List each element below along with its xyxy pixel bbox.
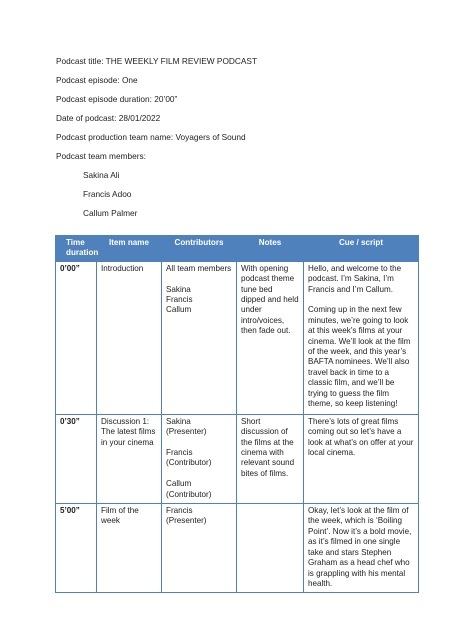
time-cell: 0’00” bbox=[56, 261, 97, 414]
contributors-cell: All team members Sakina Francis Callum bbox=[162, 261, 237, 414]
podcast-details bbox=[56, 56, 257, 227]
script-cell: Hello, and welcome to the podcast. I’m Sakina, I’m Francis and I’m Callum. Coming up in the next few minutes, we’re going to look at this week’s films at your cinema. We’ll look at the film of the week, and this year’s BAFTA nominees. We’ll also travel back in time to a classic film, and we’ll be trying to guess the film theme, so keep listening! bbox=[304, 261, 419, 414]
table-header-row bbox=[56, 236, 419, 262]
team-members-list bbox=[83, 170, 257, 219]
table-row bbox=[56, 261, 419, 414]
team-member: Sakina Ali bbox=[83, 170, 120, 180]
table-row bbox=[56, 504, 419, 593]
podcast-episode: Podcast episode: One bbox=[56, 75, 138, 85]
item-cell: Introduction bbox=[97, 261, 162, 414]
podcast-duration: Podcast episode duration: 20’00” bbox=[56, 94, 178, 104]
team-member: Callum Palmer bbox=[83, 208, 138, 218]
column-header-script: Cue / script bbox=[304, 236, 419, 262]
podcast-title: Podcast title: THE WEEKLY FILM REVIEW PODCAST bbox=[56, 56, 258, 66]
time-cell: 5’00” bbox=[56, 504, 97, 593]
notes-cell: Short discussion of the films at the cinema with relevant sound bites of films. bbox=[237, 414, 304, 503]
column-header-item: Item name bbox=[97, 236, 162, 262]
notes-cell: With opening podcast theme tune bed dipped and held under intro/voices, then fade out. bbox=[237, 261, 304, 414]
column-header-contributors: Contributors bbox=[162, 236, 237, 262]
contributors-cell: Sakina (Presenter) Francis (Contributor) Callum (Contributor) bbox=[162, 414, 237, 503]
item-cell: Film of the week bbox=[97, 504, 162, 593]
podcast-date: Date of podcast: 28/01/2022 bbox=[56, 113, 161, 123]
notes-cell bbox=[237, 504, 304, 593]
time-cell: 0’30” bbox=[56, 414, 97, 503]
contributors-cell: Francis (Presenter) bbox=[162, 504, 237, 593]
column-header-time: Time duration bbox=[56, 236, 97, 262]
script-cell: Okay, let’s look at the film of the week, which is ‘Boiling Point’. Now it’s a bold movie, as it’s filmed in one single take and stars Stephen Graham as a head chef who is grappling with his mental health. bbox=[304, 504, 419, 593]
column-header-notes: Notes bbox=[237, 236, 304, 262]
team-members-label: Podcast team members: bbox=[56, 151, 146, 161]
running-order-table bbox=[55, 235, 419, 593]
script-cell: There’s lots of great films coming out so let’s have a look at what’s on offer at your local cinema. bbox=[304, 414, 419, 503]
production-team-name: Podcast production team name: Voyagers of Sound bbox=[56, 132, 246, 142]
item-cell: Discussion 1: The latest films in your cinema bbox=[97, 414, 162, 503]
team-member: Francis Adoo bbox=[83, 189, 132, 199]
table-row bbox=[56, 414, 419, 503]
